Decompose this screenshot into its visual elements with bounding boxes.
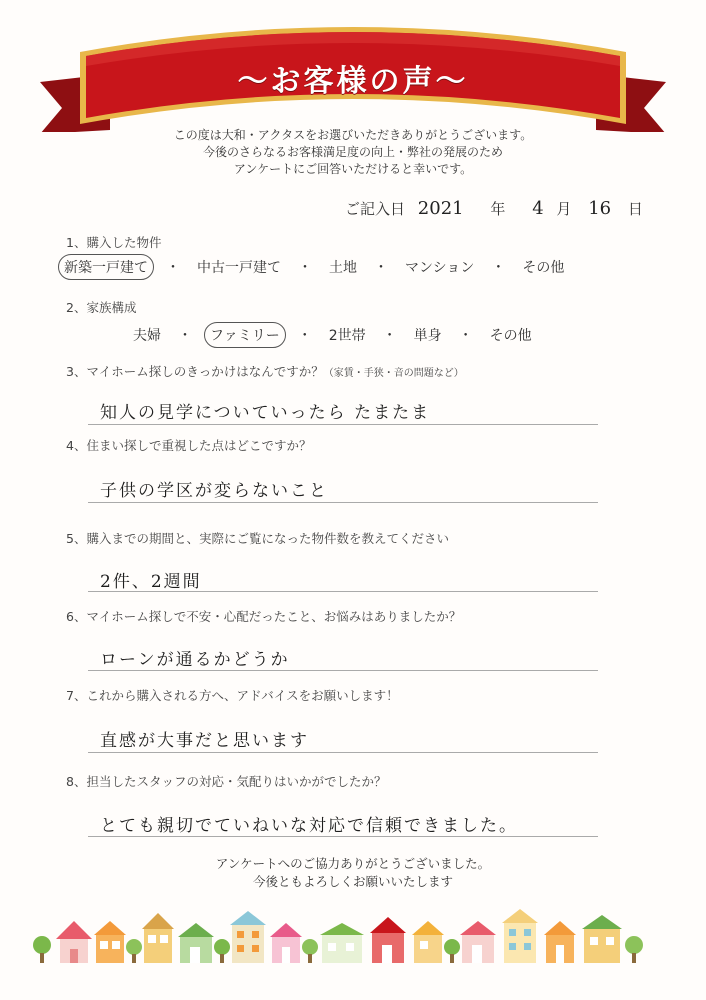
- closing-line: アンケートへのご協力ありがとうございました。: [215, 856, 491, 871]
- closing-text: [0, 855, 706, 891]
- q3-label: 3、マイホーム探しのきっかけはなんですか？: [66, 364, 324, 379]
- q4-answer: 子供の学区が変らないこと: [100, 481, 328, 501]
- q1-option-other[interactable]: その他: [522, 260, 565, 276]
- house-icon: [370, 917, 406, 963]
- date-month-unit: 月: [556, 200, 572, 218]
- building-icon: [230, 911, 266, 963]
- house-icon: [320, 923, 364, 963]
- q2-option-two-gen[interactable]: 2世帯: [328, 328, 366, 344]
- intro-line: アンケートにご回答いただけると幸いです。: [233, 162, 473, 176]
- building-icon: [502, 909, 538, 963]
- question-3: [66, 362, 464, 380]
- house-icon: [270, 923, 302, 963]
- q2-option-couple[interactable]: 夫婦: [133, 328, 161, 344]
- question-2: 2、家族構成: [66, 300, 137, 315]
- house-icon: [56, 921, 92, 963]
- question-5: 5、購入までの期間と、実際にご覧になった物件数を教えてください: [66, 531, 449, 546]
- q1-option-mansion[interactable]: マンション: [405, 260, 475, 276]
- town-illustration: [30, 905, 670, 975]
- house-icon: [412, 921, 444, 963]
- question-7: 7、これから購入される方へ、アドバイスをお願いします！: [66, 688, 399, 703]
- q1-option-land[interactable]: 土地: [329, 260, 357, 276]
- q2-option-family[interactable]: ファミリー: [204, 322, 286, 348]
- q5-answer: 2件、2週間: [100, 572, 202, 592]
- house-icon: [460, 921, 496, 963]
- date-day: 16: [588, 198, 612, 219]
- date-label: ご記入日: [345, 200, 406, 218]
- house-icon: [142, 913, 174, 963]
- tree-icon: [33, 936, 51, 963]
- tree-icon: [625, 936, 643, 963]
- intro-line: この度は大和・アクタスをお選びいただきありがとうございます。: [173, 128, 533, 142]
- house-icon: [178, 923, 214, 963]
- question-1: 1、購入した物件: [66, 235, 162, 250]
- tree-icon: [126, 939, 142, 963]
- house-icon: [94, 921, 126, 963]
- answer-line: [88, 836, 598, 837]
- tree-icon: [444, 939, 460, 963]
- house-icon: [544, 921, 576, 963]
- question-4: 4、住まい探しで重視した点はどこですか？: [66, 438, 312, 453]
- closing-line: 今後ともよろしくお願いいたします: [252, 874, 453, 889]
- answer-line: [88, 670, 598, 671]
- tree-icon: [214, 939, 230, 963]
- answer-line: [88, 424, 598, 425]
- date-year: 2021: [417, 198, 464, 219]
- house-icon: [582, 915, 622, 963]
- question-6: 6、マイホーム探しで不安・心配だったこと、お悩みはありましたか？: [66, 609, 462, 624]
- intro-text: [0, 127, 706, 178]
- q2-options: 夫婦 ・ ファミリー ・ 2世帯 ・ 単身 ・ その他: [128, 322, 537, 348]
- question-8: 8、担当したスタッフの対応・気配りはいかがでしたか？: [66, 774, 387, 789]
- intro-line: 今後のさらなるお客様満足度の向上・弊社の発展のため: [202, 145, 503, 159]
- q3-answer: 知人の見学についていったら たまたま: [100, 403, 431, 423]
- q2-option-single[interactable]: 単身: [413, 328, 442, 344]
- date-day-unit: 日: [627, 200, 643, 218]
- q1-options: 新築一戸建て ・ 中古一戸建て ・ 土地 ・ マンション ・ その他: [58, 254, 569, 280]
- q1-option-new-house[interactable]: 新築一戸建て: [58, 254, 154, 280]
- date-year-unit: 年: [490, 200, 506, 218]
- q7-answer: 直感が大事だと思います: [100, 731, 309, 751]
- answer-line: [88, 752, 598, 753]
- q3-sub: （家賃・手狭・音の問題など）: [323, 368, 464, 379]
- banner-title: 〜お客様の声〜: [237, 64, 469, 99]
- tree-icon: [302, 939, 318, 963]
- date-month: 4: [532, 198, 544, 219]
- q6-answer: ローンが通るかどうか: [100, 650, 290, 670]
- q2-option-other[interactable]: その他: [489, 328, 532, 344]
- q8-answer: とても親切でていねいな対応で信頼できました。: [100, 816, 518, 836]
- answer-line: [88, 591, 598, 592]
- q1-option-used-house[interactable]: 中古一戸建て: [197, 260, 281, 276]
- answer-line: [88, 502, 598, 503]
- date-row: [345, 198, 643, 219]
